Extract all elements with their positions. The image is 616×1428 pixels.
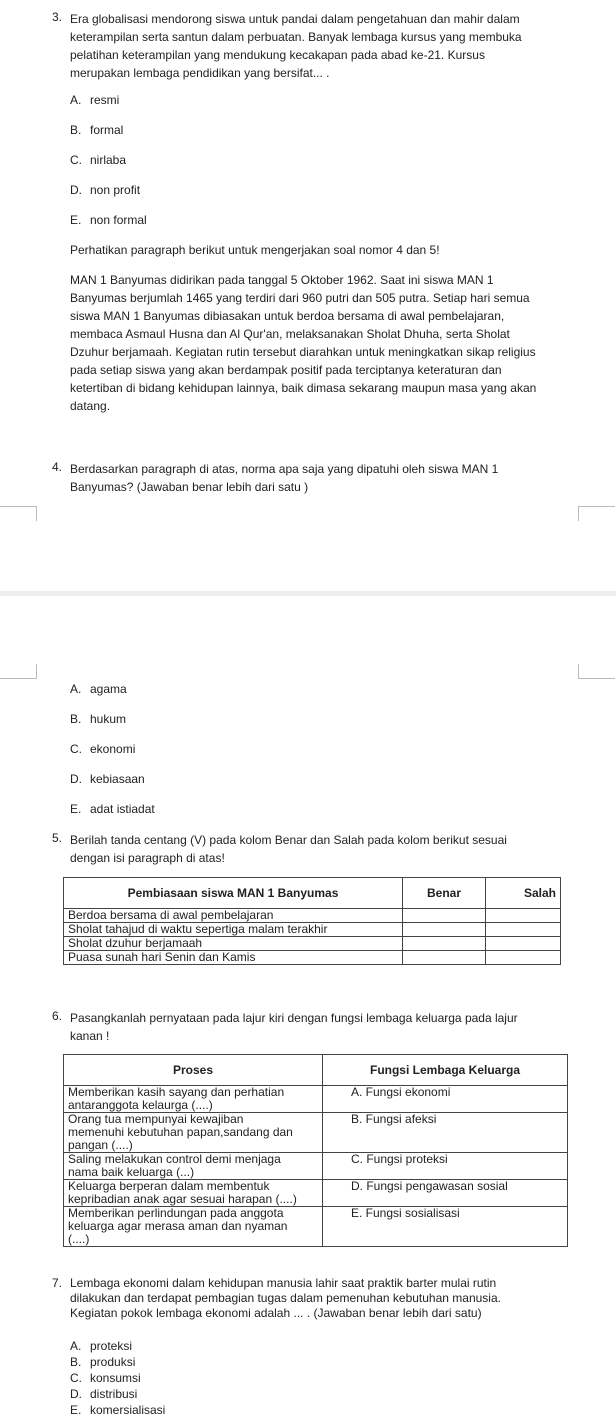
function-cell[interactable]: C. Fungsi proteksi [323, 1153, 568, 1180]
text-line: Banyumas berjumlah 1465 yang terdiri dari 960 putri dan 505 putra. Setiap hari semua [70, 291, 530, 305]
text-line: siswa MAN 1 Banyumas dibiasakan untuk berdoa bersama di awal pembelajaran, [70, 309, 505, 323]
option-d[interactable]: D. kebiasaan [70, 772, 145, 786]
page-corner-mark [578, 664, 615, 679]
text-line: merupakan lembaga pendidikan yang bersifat... . [70, 66, 330, 80]
process-cell: Memberikan perlindungan pada anggota keluarga agar merasa aman dan nyaman (....) [64, 1207, 323, 1247]
table-row [64, 1153, 568, 1180]
question-number: 7. [52, 1276, 63, 1290]
salah-cell[interactable] [486, 923, 561, 937]
matching-table [63, 1054, 568, 1247]
statement-cell: Puasa sunah hari Senin dan Kamis [64, 951, 403, 965]
text-line: Kegiatan pokok lembaga ekonomi adalah ... . (Jawaban benar lebih dari satu) [70, 1306, 482, 1320]
process-cell: Memberikan kasih sayang dan perhatian antaranggota kelaurga (....) [64, 1086, 323, 1113]
statement-cell: Berdoa bersama di awal pembelajaran [64, 909, 403, 923]
text-line: pelatihan keterampilan yang mendukung kecakapan pada abad ke-21. Kursus [70, 48, 485, 62]
option-c[interactable]: C. konsumsi [70, 1371, 141, 1385]
question-text [70, 1276, 570, 1321]
option-a[interactable]: A. resmi [70, 93, 120, 107]
question-text [70, 460, 570, 496]
benar-cell[interactable] [403, 937, 486, 951]
process-cell: Orang tua mempunyai kewajiban memenuhi kebutuhan papan,sandang dan pangan (....) [64, 1113, 323, 1153]
text-line: datang. [70, 399, 111, 413]
function-cell[interactable]: D. Fungsi pengawasan sosial [323, 1180, 568, 1207]
option-b[interactable]: B. hukum [70, 712, 127, 726]
text-line: kanan ! [70, 1029, 110, 1043]
option-c[interactable]: C. nirlaba [70, 153, 127, 167]
table-header: Pembiasaan siswa MAN 1 Banyumas [64, 878, 403, 909]
question-text [70, 10, 570, 82]
question-text [70, 831, 570, 867]
page-corner-mark [578, 506, 615, 521]
process-cell: Saling melakukan control demi menjaga nama baik keluarga (...) [64, 1153, 323, 1180]
table-row [64, 1113, 568, 1153]
page-corner-mark [0, 664, 37, 679]
text-line: keterampilan serta santun dalam perbuatan. Banyak lembaga kursus yang membuka [70, 30, 522, 44]
option-a[interactable]: A. agama [70, 682, 127, 696]
text-line: Banyumas? (Jawaban benar lebih dari satu ) [70, 480, 309, 494]
passage [70, 271, 580, 415]
question-number: 3. [52, 10, 63, 24]
option-b[interactable]: B. produksi [70, 1355, 136, 1369]
table-header: Salah [486, 878, 561, 909]
option-e[interactable]: E. adat istiadat [70, 802, 155, 816]
function-cell[interactable]: E. Fungsi sosialisasi [323, 1207, 568, 1247]
process-cell: Keluarga berperan dalam membentuk kepribadian anak agar sesuai harapan (....) [64, 1180, 323, 1207]
function-cell[interactable]: B. Fungsi afeksi [323, 1113, 568, 1153]
page-corner-mark [0, 506, 37, 521]
option-e[interactable]: E. non formal [70, 213, 147, 227]
table-header: Proses [64, 1055, 323, 1086]
table-row [64, 1180, 568, 1207]
table-row [64, 951, 561, 965]
statement-cell: Sholat tahajud di waktu sepertiga malam terakhir [64, 923, 403, 937]
salah-cell[interactable] [486, 951, 561, 965]
option-b[interactable]: B. formal [70, 123, 124, 137]
table-row [64, 1207, 568, 1247]
option-d[interactable]: D. distribusi [70, 1387, 138, 1401]
text-line: ketertiban di bidang kehidupan lainnya, baik dimasa sekarang maupun masa yang akan [70, 381, 537, 395]
instruction: Perhatikan paragraph berikut untuk mengerjakan soal nomor 4 dan 5! [70, 243, 440, 257]
text-line: dengan isi paragraph di atas! [70, 851, 225, 865]
text-line: Era globalisasi mendorong siswa untuk pandai dalam pengetahuan dan mahir dalam [70, 12, 520, 26]
text-line: Berilah tanda centang (V) pada kolom Benar dan Salah pada kolom berikut sesuai [70, 833, 507, 847]
text-line: membaca Asmaul Husna dan Al Qur'an, melaksanakan Sholat Dhuha, serta Sholat [70, 327, 510, 341]
text-line: Lembaga ekonomi dalam kehidupan manusia lahir saat praktik barter mulai rutin [70, 1276, 497, 1290]
salah-cell[interactable] [486, 909, 561, 923]
question-number: 6. [52, 1009, 63, 1023]
function-cell[interactable]: A. Fungsi ekonomi [323, 1086, 568, 1113]
text-line: Pasangkanlah pernyataan pada lajur kiri dengan fungsi lembaga keluarga pada lajur [70, 1011, 518, 1025]
text-line: pada setiap siswa yang akan berdampak positif pada terciptanya keteraturan dan [70, 363, 502, 377]
benar-cell[interactable] [403, 923, 486, 937]
text-line: dilakukan dan terdapat pembagian tugas dalam pemenuhan kebutuhan manusia. [70, 1291, 501, 1305]
statement-cell: Sholat dzuhur berjamaah [64, 937, 403, 951]
option-e[interactable]: E. komersialisasi [70, 1403, 166, 1417]
text-line: MAN 1 Banyumas didirikan pada tanggal 5 Oktober 1962. Saat ini siswa MAN 1 [70, 273, 494, 287]
question-number: 5. [52, 831, 63, 845]
salah-cell[interactable] [486, 937, 561, 951]
option-a[interactable]: A. proteksi [70, 1339, 133, 1353]
table-row [64, 909, 561, 923]
option-d[interactable]: D. non profit [70, 183, 141, 197]
table-row [64, 923, 561, 937]
question-text [70, 1009, 570, 1045]
table-header: Benar [403, 878, 486, 909]
text-line: Dzuhur berjamaah. Kegiatan rutin tersebut diarahkan untuk meningkatkan sikap religius [70, 345, 536, 359]
true-false-table [63, 877, 561, 965]
question-number: 4. [52, 460, 63, 474]
table-row [64, 937, 561, 951]
benar-cell[interactable] [403, 909, 486, 923]
table-row [64, 1086, 568, 1113]
option-c[interactable]: C. ekonomi [70, 742, 136, 756]
text-line: Berdasarkan paragraph di atas, norma apa saja yang dipatuhi oleh siswa MAN 1 [70, 462, 499, 476]
page-separator [0, 591, 616, 596]
table-header: Fungsi Lembaga Keluarga [323, 1055, 568, 1086]
benar-cell[interactable] [403, 951, 486, 965]
